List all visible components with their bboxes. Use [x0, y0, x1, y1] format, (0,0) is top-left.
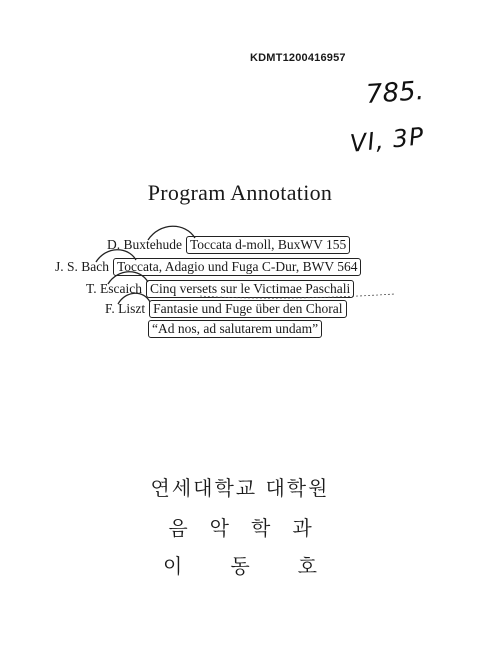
handwritten-note-volume: VI, 3P — [348, 122, 426, 158]
handwritten-note-number: 785. — [365, 76, 425, 110]
document-id: KDMT1200416957 — [250, 52, 346, 64]
work-title: Fantasie und Fuge über den Choral — [149, 300, 346, 318]
program-item-continued — [148, 320, 322, 338]
program-item — [55, 258, 361, 276]
composer-name: J. S. Bach — [55, 259, 109, 274]
composer-name: T. Escaich — [86, 281, 142, 296]
department-name: 음악학과 — [168, 516, 334, 540]
institution-name: 연세대학교 대학원 — [150, 476, 330, 500]
program-item — [107, 236, 350, 254]
author-name: 이동호 — [163, 554, 365, 578]
work-title: Toccata, Adagio und Fuga C-Dur, BWV 564 — [113, 258, 361, 276]
composer-name: D. Buxtehude — [107, 237, 182, 252]
work-title: Toccata d-moll, BuxWV 155 — [186, 236, 350, 254]
document-title: Program Annotation — [147, 180, 333, 205]
work-title: “Ad nos, ad salutarem undam” — [148, 320, 322, 338]
work-title: Cinq versets sur le Victimae Paschali — [146, 280, 354, 298]
composer-name: F. Liszt — [105, 301, 146, 316]
program-item — [105, 300, 347, 318]
program-item — [86, 280, 354, 298]
